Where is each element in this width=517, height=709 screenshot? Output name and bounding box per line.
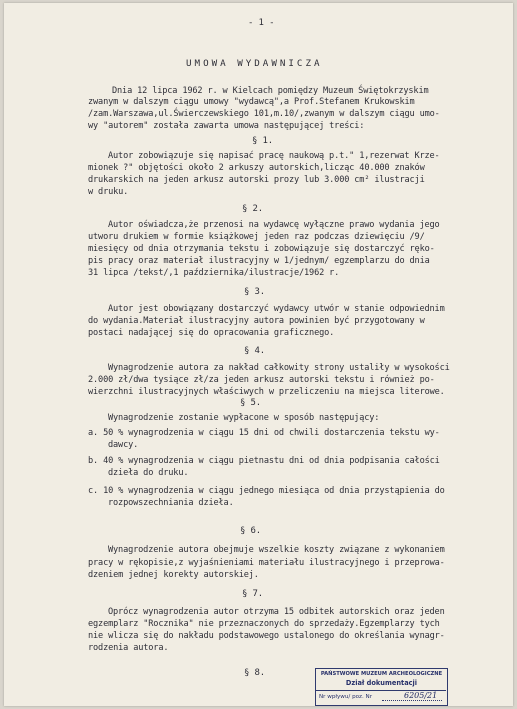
text-line: Autor jest obowiązany dostarczyć wydawcy utwór w stanie odpowiednim xyxy=(108,304,445,314)
text-line: utworu drukiem w formie książkowej jeden raz podczas dziewięciu /9/ xyxy=(88,232,425,242)
section-heading: § 1. xyxy=(252,136,274,146)
text-line: b. 40 % wynagrodzenia w ciągu pietnastu dni od dnia podpisania całości xyxy=(88,456,440,466)
section-heading: § 3. xyxy=(244,287,266,297)
text-line: Wynagrodzenie zostanie wypłacone w sposób następujący: xyxy=(108,413,380,423)
text-line: Oprócz wynagrodzenia autor otrzyma 15 odbitek autorskich oraz jeden xyxy=(108,607,445,617)
text-line: rozpowszechniania dzieła. xyxy=(108,498,234,508)
text-line: postaci nadającej się do opracowania graficznego. xyxy=(88,328,335,338)
document-page xyxy=(4,3,513,706)
section-heading: § 5. xyxy=(240,398,262,408)
stamp-department: Dział dokumentacji xyxy=(345,679,418,687)
text-line: a. 50 % wynagrodzenia w ciągu 15 dni od chwili dostarczenia tekstu wy- xyxy=(88,428,440,438)
text-line: dzieła do druku. xyxy=(108,468,189,478)
text-line: drukarskich na jeden arkusz autorski prozy lub 3.000 cm² ilustracji xyxy=(88,175,425,185)
page-number: - 1 - xyxy=(248,18,275,28)
text-line: dawcy. xyxy=(108,440,139,450)
section-heading: § 2. xyxy=(242,204,264,214)
text-line: wy "autorem" została zawarta umowa następującej treści: xyxy=(88,121,365,131)
text-line: c. 10 % wynagrodzenia w ciągu jednego miesiąca od dnia przystąpienia do xyxy=(88,486,445,496)
text-line: Dnia 12 lipca 1962 r. w Kielcach pomiędzy Muzeum Świętokrzyskim xyxy=(112,86,429,96)
text-line: dzeniem jednej korekty autorskiej. xyxy=(88,570,259,580)
stamp-entry-label: Nr wpływu/ poz. Nr xyxy=(319,694,373,700)
text-line: pracy w rękopisie,z wyjaśnieniami materiału ilustracyjnego i przeprowa- xyxy=(88,558,445,568)
section-heading: § 4. xyxy=(244,346,266,356)
text-line: Wynagrodzenie autora obejmuje wszelkie koszty związane z wykonaniem xyxy=(108,545,445,555)
section-heading: § 7. xyxy=(242,589,264,599)
text-line: 2.000 zł/dwa tysiące zł/za jeden arkusz autorski tekstu i również po- xyxy=(88,375,435,385)
text-line: wierzchni ilustracyjnych właściwych w przeliczeniu na miejsca literowe. xyxy=(88,387,445,397)
stamp-organization: PAŃSTWOWE MUZEUM ARCHEOLOGICZNE xyxy=(320,671,443,677)
text-line: pis pracy oraz materiał ilustracyjny w 1/jednym/ egzemplarzu do dnia xyxy=(88,256,430,266)
text-line: Autor zobowiązuje się napisać pracę naukową p.t." 1,rezerwat Krze- xyxy=(108,151,440,161)
section-heading: § 8. xyxy=(244,668,266,678)
stamp-entry-number: 6205/21 xyxy=(404,691,438,700)
text-line: 31 lipca /tekst/,1 października/ilustracje/1962 r. xyxy=(88,268,340,278)
text-line: Wynagrodzenie autora za nakład całkowity strony ustaliły w wysokości xyxy=(108,363,450,373)
text-line: rodzenia autora. xyxy=(88,643,169,653)
document-title: UMOWA WYDAWNICZA xyxy=(186,58,323,69)
text-line: zwanym w dalszym ciągu umowy "wydawcą",a Prof.Stefanem Krukowskim xyxy=(88,97,415,107)
text-line: do wydania.Materiał ilustracyjny autora powinien być przygotowany w xyxy=(88,316,425,326)
text-line: w druku. xyxy=(88,187,129,197)
archive-stamp xyxy=(315,668,448,706)
section-heading: § 6. xyxy=(240,526,262,536)
text-line: Autor oświadcza,że przenosi na wydawcę wyłączne prawo wydania jego xyxy=(108,220,440,230)
text-line: egzemplarz "Rocznika" nie przeznaczonych do sprzedaży.Egzemplarzy tych xyxy=(88,619,440,629)
text-line: nie wlicza się do nakładu podstawowego ustalonego do określania wynagr- xyxy=(88,631,445,641)
text-line: /zam.Warszawa,ul.Świerczewskiego 101,m.10/,zwanym w dalszym ciągu umo- xyxy=(88,109,440,119)
text-line: mionek ?" objętości około 2 arkuszy autorskich,licząc 40.000 znaków xyxy=(88,163,425,173)
text-line: miesięcy od dnia otrzymania tekstu i zobowiązuje się dostarczyć ręko- xyxy=(88,244,435,254)
